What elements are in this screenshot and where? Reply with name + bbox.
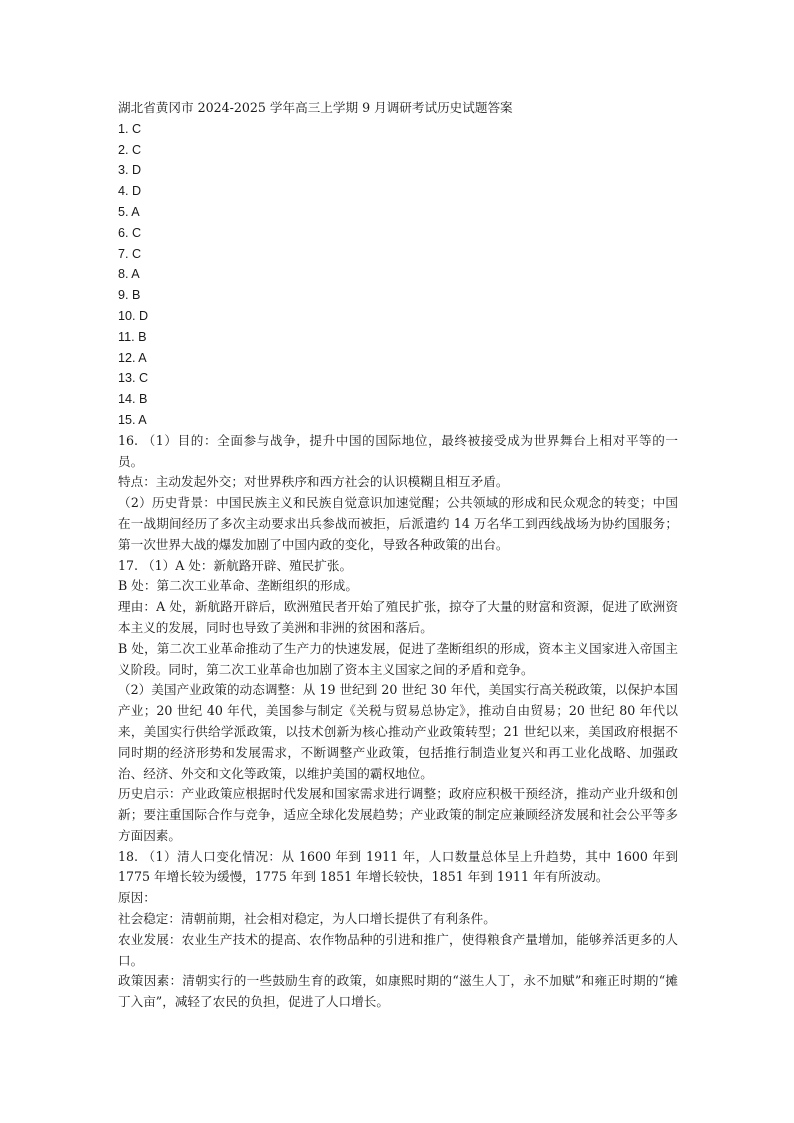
- answer-item: 3. D: [118, 163, 142, 178]
- answer-item: 14. B: [118, 392, 148, 407]
- answer-item: 1. C: [118, 121, 142, 136]
- answer-item: 2. C: [118, 142, 142, 157]
- answer-item: 8. A: [118, 267, 140, 282]
- answer-item: 4. D: [118, 184, 142, 199]
- q17-part2-policy: （2）美国产业政策的动态调整：从 19 世纪到 20 世纪 30 年代，美国实行高关税政策，以保护本国产业；20 世纪 40 年代，美国参与制定《关税与贸易总协定》，推动自由贸易；20 世纪 80 年代以来，美国实行供给学派政策，以技术创新为核心推动产业政策转型；21 世纪以来，美国政府根据不同时期的经济形势和发展需求，不断调整产业政策，包括推行制造业复兴和再工业化战略、加强政治、经济、外交和文化等政策，以维护美国的霸权地位。: [118, 682, 678, 781]
- answer-item: 15. A: [118, 412, 147, 427]
- document-page: [118, 98, 678, 1013]
- answer-item: 11. B: [118, 329, 147, 344]
- q16-part1-purpose: 16. （1）目的：全面参与战争，提升中国的国际地位，最终被接受成为世界舞台上相对平等的一员。: [118, 432, 678, 469]
- answer-item: 13. C: [118, 371, 149, 386]
- answer-explanations: [118, 431, 678, 1013]
- q18-policy: 政策因素：清朝实行的一些鼓励生育的政策，如康熙时期的“滋生人丁，永不加赋”和雍正时期的“摊丁入亩”，减轻了农民的负担，促进了人口增长。: [118, 973, 678, 1010]
- q17-part1-b: B 处：第二次工业革命、垄断组织的形成。: [118, 578, 358, 594]
- q16-features: 特点：主动发起外交；对世界秩序和西方社会的认识模糊且相互矛盾。: [118, 474, 509, 490]
- q17-lessons: 历史启示：产业政策应根据时代发展和国家需求进行调整；政府应积极干预经济，推动产业升级和创新；要注重国际合作与竞争，适应全球化发展趋势；产业政策的制定应兼顾经济发展和社会公平等多方面因素。: [118, 786, 678, 843]
- q18-agriculture: 农业发展：农业生产技术的提高、农作物品种的引进和推广，使得粮食产量增加，能够养活更多的人口。: [118, 931, 678, 968]
- answer-item: 5. A: [118, 204, 140, 219]
- q18-social-stability: 社会稳定：清朝前期，社会相对稳定，为人口增长提供了有利条件。: [118, 911, 496, 927]
- answer-item: 7. C: [118, 246, 142, 261]
- answer-item: 6. C: [118, 225, 142, 240]
- answer-item: 9. B: [118, 288, 141, 303]
- q18-reasons-heading: 原因：: [118, 890, 156, 906]
- q17-part1-a: 17. （1）A 处：新航路开辟、殖民扩张。: [118, 557, 353, 573]
- q18-part1-population: 18. （1）清人口变化情况：从 1600 年到 1911 年，人口数量总体呈上升趋势，其中 1600 年到 1775 年增长较为缓慢，1775 年到 1851 年增长较快，1851 年到 1911 年有所波动。: [118, 848, 678, 885]
- document-title: 湖北省黄冈市 2024-2025 学年高三上学期 9 月调研考试历史试题答案: [118, 100, 513, 115]
- answer-list: [118, 119, 678, 431]
- answer-item: 10. D: [118, 308, 149, 323]
- q17-reason-a: 理由：A 处，新航路开辟后，欧洲殖民者开始了殖民扩张，掠夺了大量的财富和资源，促进了欧洲资本主义的发展，同时也导致了美洲和非洲的贫困和落后。: [118, 599, 678, 635]
- q17-reason-b: B 处，第二次工业革命推动了生产力的快速发展，促进了垄断组织的形成，资本主义国家进入帝国主义阶段。同时，第二次工业革命也加剧了资本主义国家之间的矛盾和竞争。: [118, 640, 678, 677]
- q16-part2-background: （2）历史背景：中国民族主义和民族自觉意识加速觉醒；公共领域的形成和民众观念的转变；中国在一战期间经历了多次主动要求出兵参战而被拒，后派遣约 14 万名华工到西线战场为协约国服务；第一次世界大战的爆发加剧了中国内政的变化，导致各种政策的出台。: [118, 495, 678, 552]
- answer-item: 12. A: [118, 350, 147, 365]
